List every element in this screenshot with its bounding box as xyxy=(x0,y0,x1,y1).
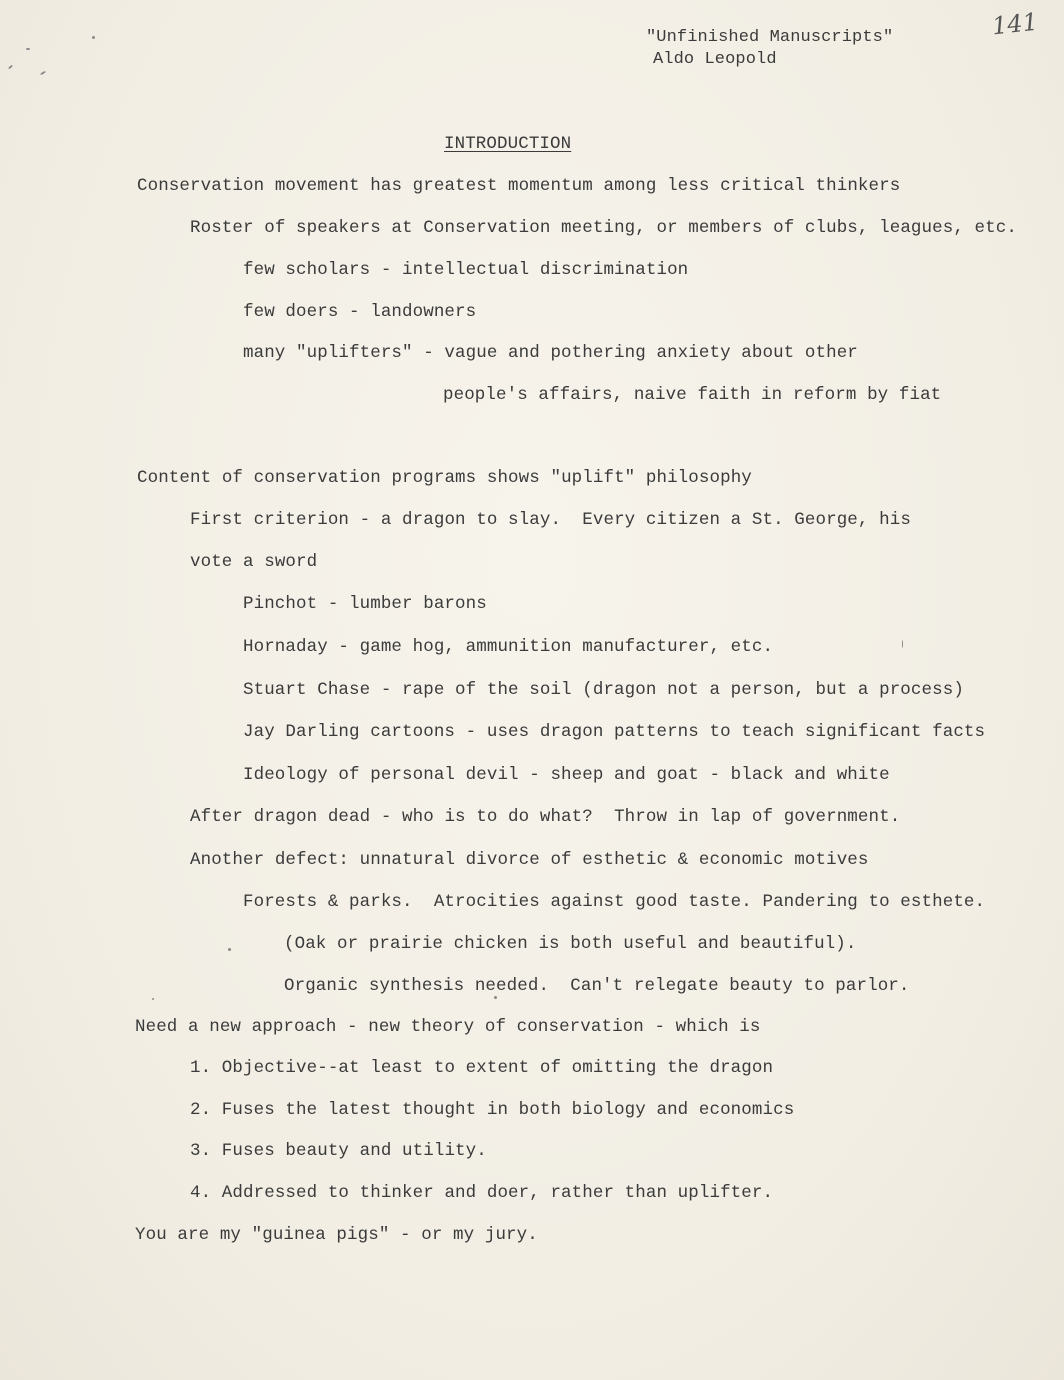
text-line: Organic synthesis needed. Can't relegate beauty to parlor. xyxy=(284,976,910,996)
text-line: Hornaday - game hog, ammunition manufacturer, etc. xyxy=(243,637,774,657)
text-line: 3. Fuses beauty and utility. xyxy=(190,1141,487,1161)
text-line: First criterion - a dragon to slay. Every citizen a St. George, his xyxy=(190,510,911,530)
handwritten-page-number: 141 xyxy=(990,7,1040,41)
paper-speck xyxy=(8,65,13,70)
text-line: people's affairs, naive faith in reform by fiat xyxy=(443,385,942,405)
text-line: 4. Addressed to thinker and doer, rather than uplifter. xyxy=(190,1183,774,1203)
text-line: Jay Darling cartoons - uses dragon patterns to teach significant facts xyxy=(243,722,986,742)
paper-speck xyxy=(40,71,46,76)
text-line: Roster of speakers at Conservation meeting, or members of clubs, leagues, etc. xyxy=(190,218,1017,238)
text-line: few scholars - intellectual discrimination xyxy=(243,260,689,280)
text-line: many "uplifters" - vague and pothering anxiety about other xyxy=(243,343,858,363)
text-line: You are my "guinea pigs" - or my jury. xyxy=(135,1225,538,1245)
text-line: Stuart Chase - rape of the soil (dragon not a person, but a process) xyxy=(243,680,964,700)
text-line: (Oak or prairie chicken is both useful and beautiful). xyxy=(284,934,857,954)
text-line: Conservation movement has greatest momentum among less critical thinkers xyxy=(137,176,901,196)
text-line: vote a sword xyxy=(190,552,318,572)
paper-speck xyxy=(26,48,30,50)
paper-speck xyxy=(902,640,903,648)
text-line: Another defect: unnatural divorce of esthetic & economic motives xyxy=(190,850,869,870)
text-line: Content of conservation programs shows "uplift" philosophy xyxy=(137,468,752,488)
text-line: few doers - landowners xyxy=(243,302,477,322)
paper-speck xyxy=(494,996,497,999)
text-line: 2. Fuses the latest thought in both biology and economics xyxy=(190,1100,795,1120)
paper-speck xyxy=(152,998,154,1000)
text-line: After dragon dead - who is to do what? Throw in lap of government. xyxy=(190,807,901,827)
header-author: Aldo Leopold xyxy=(653,50,777,69)
header-manuscript-title: "Unfinished Manuscripts" xyxy=(646,28,894,47)
text-line: Ideology of personal devil - sheep and goat - black and white xyxy=(243,765,890,785)
page-title: INTRODUCTION xyxy=(444,134,572,154)
text-line: Need a new approach - new theory of conservation - which is xyxy=(135,1017,761,1037)
text-line: 1. Objective--at least to extent of omitting the dragon xyxy=(190,1058,774,1078)
text-line: Pinchot - lumber barons xyxy=(243,594,487,614)
paper-speck xyxy=(228,948,231,951)
paper-speck xyxy=(92,36,95,39)
text-line: Forests & parks. Atrocities against good taste. Pandering to esthete. xyxy=(243,892,986,912)
